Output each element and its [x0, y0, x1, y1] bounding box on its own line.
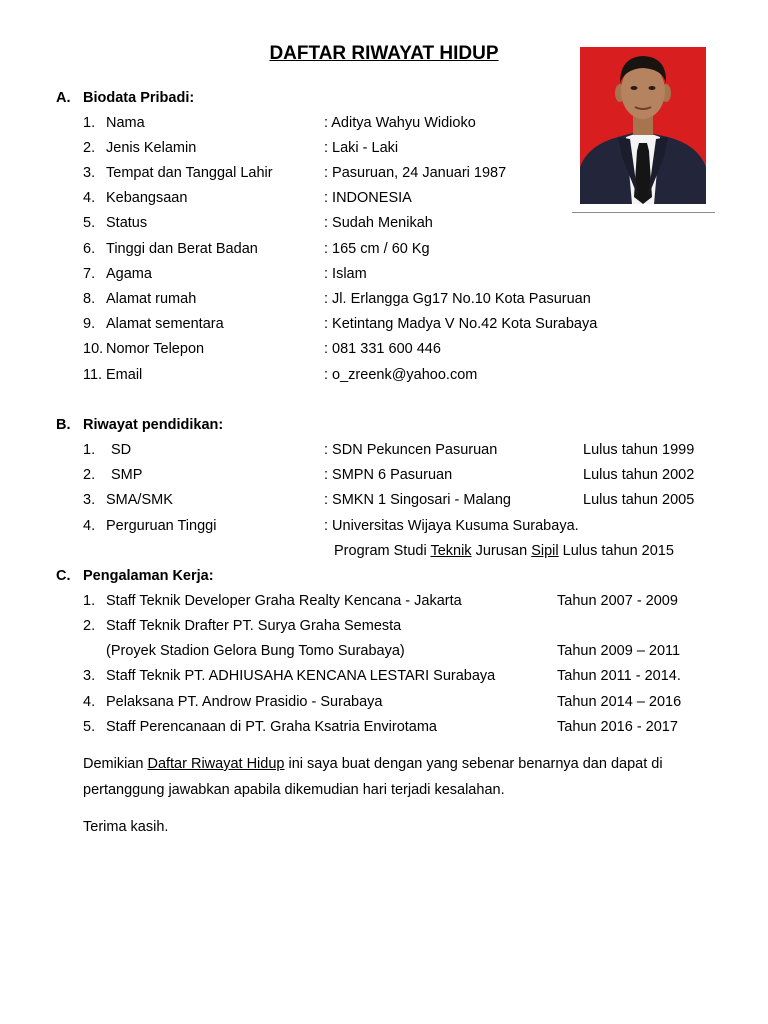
row-number: 2. — [83, 467, 96, 483]
row-value: : SDN Pekuncen Pasuruan — [324, 442, 498, 458]
graduation-year: Lulus tahun 2005 — [583, 492, 695, 508]
section-title: Pengalaman Kerja: — [83, 568, 214, 584]
row-number: 2. — [83, 618, 96, 634]
closing-text: ini saya buat dengan yang sebenar benarnya dan dapat di — [284, 756, 663, 772]
row-label: Jenis Kelamin — [106, 140, 197, 156]
row-value: : Islam — [324, 266, 367, 282]
closing-thanks: Terima kasih. — [83, 819, 169, 835]
row-number: 3. — [83, 165, 96, 181]
row-value: : SMKN 1 Singosari - Malang — [324, 492, 511, 508]
row-number: 8. — [83, 291, 96, 307]
closing-statement — [83, 755, 663, 773]
row-value: : 081 331 600 446 — [324, 341, 441, 357]
row-number: 11. — [83, 367, 103, 383]
job-period: Tahun 2009 – 2011 — [557, 643, 681, 659]
job-title: Staff Teknik Drafter PT. Surya Graha Semesta — [106, 618, 402, 634]
row-label: Alamat sementara — [106, 316, 224, 332]
row-value: : Jl. Erlangga Gg17 No.10 Kota Pasuruan — [324, 291, 591, 307]
program-text: Jurusan — [471, 543, 532, 559]
photo-divider — [572, 212, 715, 213]
row-number: 4. — [83, 190, 96, 206]
job-period: Tahun 2016 - 2017 — [557, 719, 678, 735]
row-label: Nomor Telepon — [106, 341, 205, 357]
row-label: SMA/SMK — [106, 492, 173, 508]
row-label: SD — [111, 442, 132, 458]
row-number: 2. — [83, 140, 96, 156]
closing-statement-line2: pertanggung jawabkan apabila dikemudian hari terjadi kesalahan. — [83, 782, 505, 798]
job-period: Tahun 2007 - 2009 — [557, 593, 678, 609]
row-label: Nama — [106, 115, 145, 131]
row-label: SMP — [111, 467, 143, 483]
row-value: : 165 cm / 60 Kg — [324, 241, 430, 257]
job-title: Staff Teknik Developer Graha Realty Kencana - Jakarta — [106, 593, 462, 609]
row-value: : INDONESIA — [324, 190, 412, 206]
job-period: Tahun 2011 - 2014. — [557, 668, 681, 684]
section-title: Riwayat pendidikan: — [83, 417, 224, 433]
row-value: : Universitas Wijaya Kusuma Surabaya. — [324, 518, 579, 534]
row-number: 1. — [83, 442, 96, 458]
row-value: : SMPN 6 Pasuruan — [324, 467, 453, 483]
closing-document-name: Daftar Riwayat Hidup — [147, 756, 285, 772]
program-text: Program Studi — [334, 543, 431, 559]
row-number: 1. — [83, 593, 96, 609]
row-label: Alamat rumah — [106, 291, 197, 307]
row-number: 10. — [83, 341, 104, 357]
row-number: 3. — [83, 492, 96, 508]
row-label: Email — [106, 367, 143, 383]
row-label: Status — [106, 215, 148, 231]
row-number: 6. — [83, 241, 96, 257]
row-number: 7. — [83, 266, 96, 282]
row-number: 9. — [83, 316, 96, 332]
row-value: : Sudah Menikah — [324, 215, 433, 231]
page-title: DAFTAR RIWAYAT HIDUP — [269, 43, 499, 64]
job-title: Pelaksana PT. Androw Prasidio - Surabaya — [106, 694, 383, 710]
program-teknik: Teknik — [430, 543, 472, 559]
row-value: : o_zreenk@yahoo.com — [324, 367, 478, 383]
study-program-line — [334, 542, 674, 560]
graduation-year: Lulus tahun 1999 — [583, 442, 695, 458]
job-title: Staff Teknik PT. ADHIUSAHA KENCANA LESTARI Surabaya — [106, 668, 496, 684]
program-text: Lulus tahun 2015 — [558, 543, 674, 559]
job-title: (Proyek Stadion Gelora Bung Tomo Surabaya) — [106, 643, 405, 659]
row-label: Perguruan Tinggi — [106, 518, 217, 534]
row-value: : Aditya Wahyu Widioko — [324, 115, 476, 131]
profile-photo-portrait — [580, 47, 706, 204]
section-letter: B. — [56, 417, 71, 433]
program-sipil: Sipil — [531, 543, 559, 559]
row-value: : Ketintang Madya V No.42 Kota Surabaya — [324, 316, 598, 332]
row-number: 4. — [83, 694, 96, 710]
row-number: 4. — [83, 518, 96, 534]
row-label: Kebangsaan — [106, 190, 188, 206]
row-value: : Laki - Laki — [324, 140, 399, 156]
profile-photo — [580, 47, 706, 204]
row-label: Agama — [106, 266, 152, 282]
row-number: 5. — [83, 215, 96, 231]
job-period: Tahun 2014 – 2016 — [557, 694, 682, 710]
row-value: : Pasuruan, 24 Januari 1987 — [324, 165, 507, 181]
row-number: 1. — [83, 115, 96, 131]
closing-text: Demikian — [83, 756, 148, 772]
row-number: 5. — [83, 719, 96, 735]
section-title: Biodata Pribadi: — [83, 90, 195, 106]
row-number: 3. — [83, 668, 96, 684]
row-label: Tempat dan Tanggal Lahir — [106, 165, 273, 181]
job-title: Staff Perencanaan di PT. Graha Ksatria Envirotama — [106, 719, 437, 735]
graduation-year: Lulus tahun 2002 — [583, 467, 695, 483]
section-letter: C. — [56, 568, 71, 584]
section-letter: A. — [56, 90, 71, 106]
row-label: Tinggi dan Berat Badan — [106, 241, 258, 257]
